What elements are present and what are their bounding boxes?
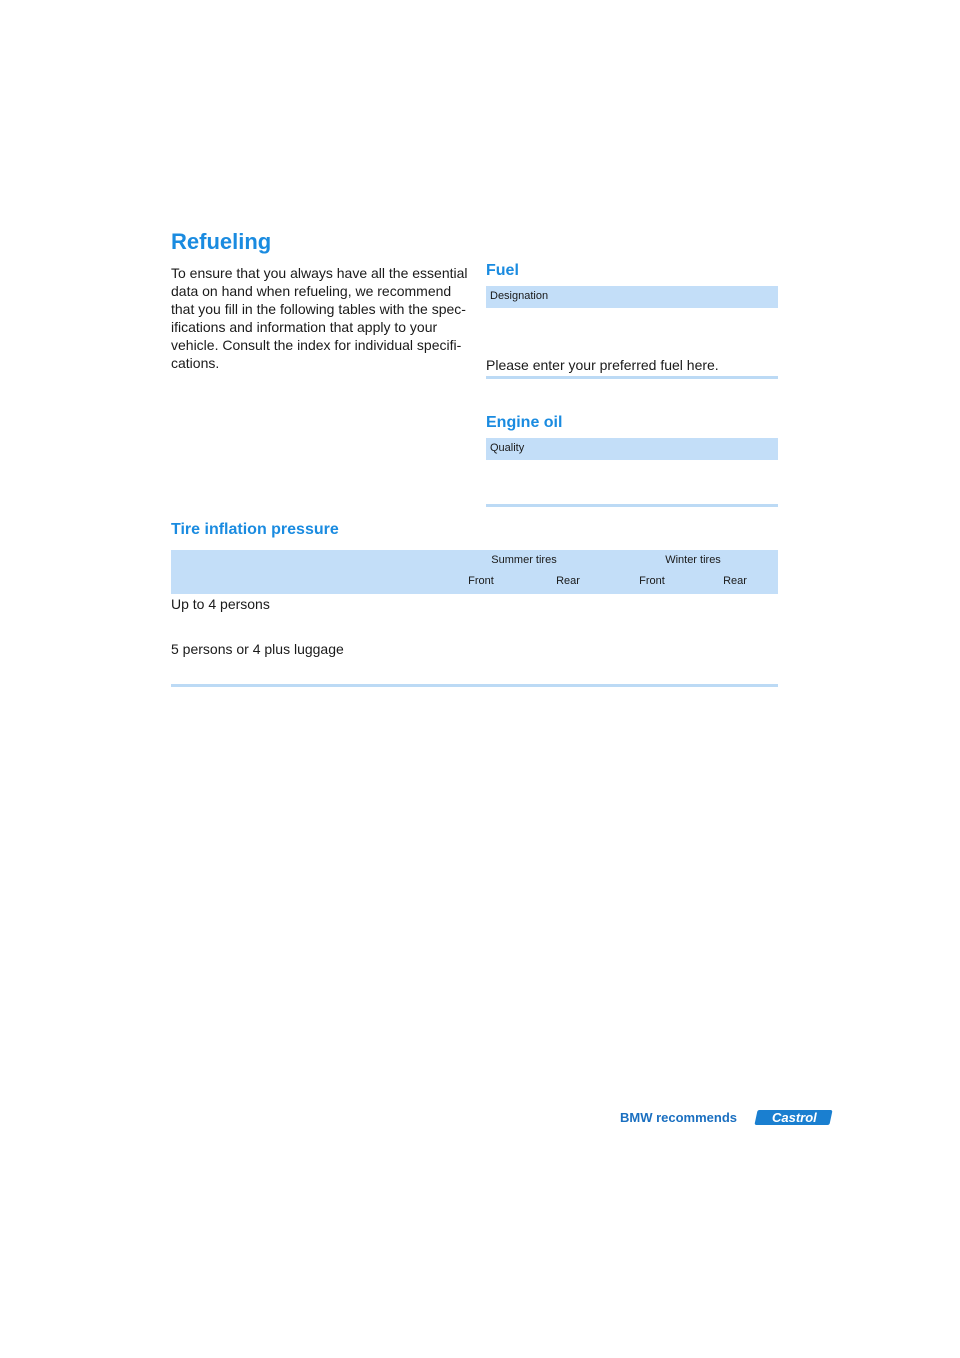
summer-tires-label: Summer tires [491,554,557,566]
oil-quality-label: Quality [490,442,525,454]
oil-divider [486,504,778,507]
fuel-note: Please enter your preferred fuel here. [486,357,719,373]
winter-rear-label: Rear [723,575,747,587]
intro-line: data on hand when refueling, we recommend [171,283,452,299]
tire-table-header [171,550,778,594]
castrol-logo-text: Castrol [772,1110,817,1125]
tire-row-label: Up to 4 persons [171,596,270,612]
intro-line: To ensure that you always have all the essential [171,265,468,281]
tire-row-label: 5 persons or 4 plus luggage [171,641,344,657]
intro-line: that you fill in the following tables with the spec- [171,301,466,317]
footer-text: BMW recommends [620,1110,738,1125]
page-title: Refueling [171,229,272,254]
oil-heading: Engine oil [486,414,563,431]
winter-tires-label: Winter tires [665,554,721,566]
intro-line: cations. [171,355,220,371]
oil-table-header [486,438,778,460]
summer-rear-label: Rear [556,575,580,587]
fuel-designation-label: Designation [490,290,549,302]
summer-front-label: Front [468,575,494,587]
intro-line: ifications and information that apply to your [171,319,438,335]
intro-paragraph [171,264,471,372]
intro-line: vehicle. Consult the index for individual specifi- [171,337,462,353]
fuel-table-header [486,286,778,308]
tire-heading: Tire inflation pressure [171,521,339,538]
fuel-divider [486,376,778,379]
castrol-logo [754,1110,832,1125]
winter-front-label: Front [639,575,665,587]
fuel-heading: Fuel [486,262,519,279]
tire-divider [171,684,778,687]
